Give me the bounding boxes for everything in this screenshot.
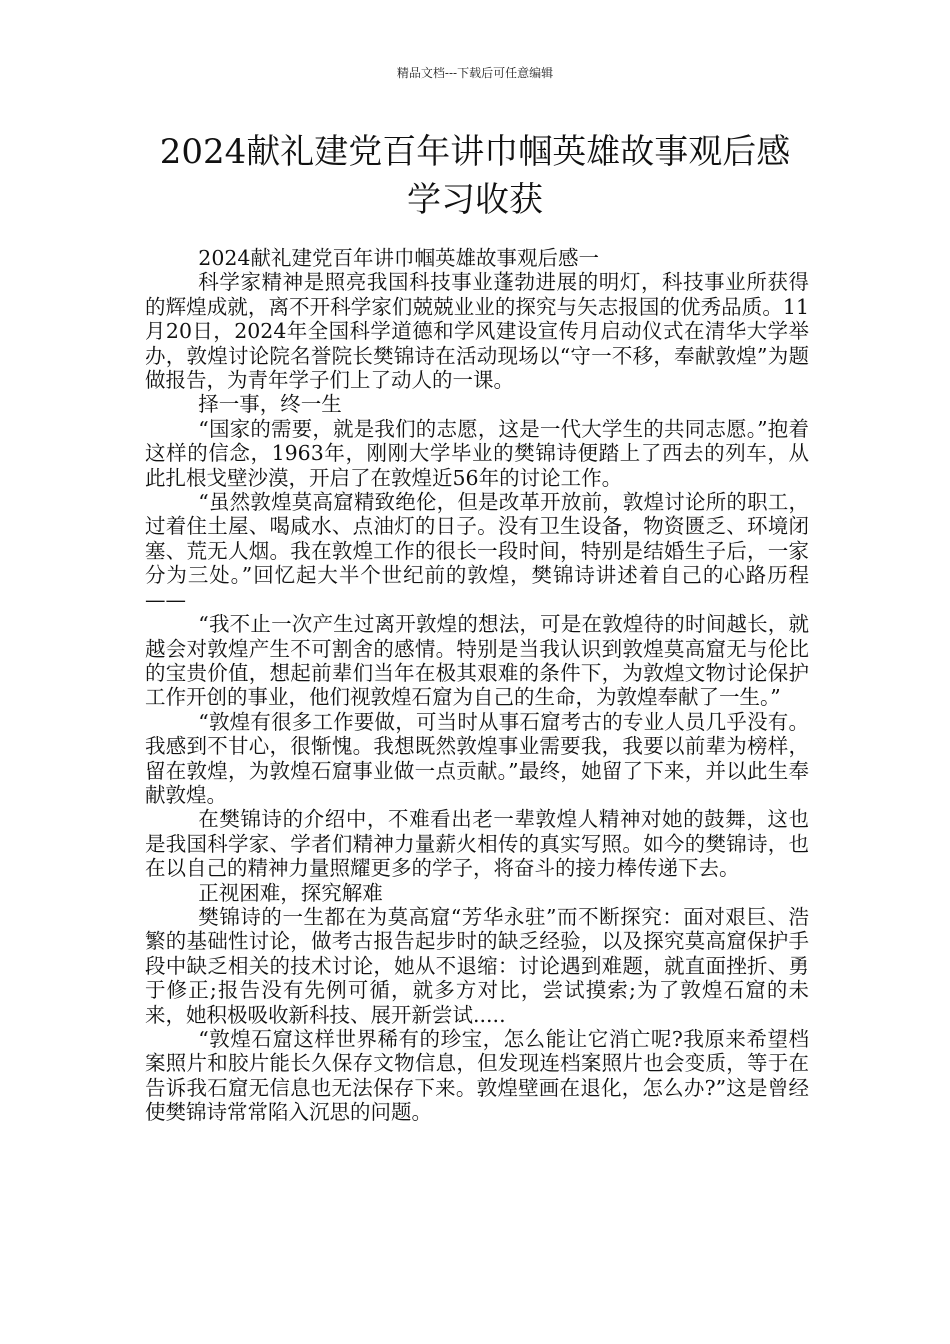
section-heading: 择一事，终一生 [198,392,342,417]
body-paragraph: “我不止一次产生过离开敦煌的想法，可是在敦煌待的时间越长，就越会对敦煌产生不可割舍的感情。特别是当我认识到敦煌莫高窟无与伦比的宝贵价值，想起前辈们当年在极其艰难的条件下，为敦煌文物讨论保护工作开创的事业，他们视敦煌石窟为自己的生命，为敦煌奉献了一生。” [145,612,809,710]
body-paragraph: 在樊锦诗的介绍中，不难看出老一辈敦煌人精神对她的鼓舞，这也是我国科学家、学者们精神力量薪火相传的真实写照。如今的樊锦诗，也在以自己的精神力量照耀更多的学子，将奋斗的接力棒传递下去。 [145,807,809,881]
document-title [120,128,830,224]
title-line-1: 2024献礼建党百年讲巾帼英雄故事观后感 [159,132,791,172]
subtitle-paragraph: 2024献礼建党百年讲巾帼英雄故事观后感一 [198,246,599,270]
title-line-2: 学习收获 [407,180,543,220]
body-paragraph: “国家的需要，就是我们的志愿，这是一代大学生的共同志愿。”抱着这样的信念，1963年，刚刚大学毕业的樊锦诗便踏上了西去的列车，从此扎根戈壁沙漠，开启了在敦煌近56年的讨论工作。 [145,416,809,490]
body-paragraph: “虽然敦煌莫高窟精致绝伦，但是改革开放前，敦煌讨论所的职工，过着住土屋、喝咸水、点油灯的日子。没有卫生设备，物资匮乏、环境闭塞、荒无人烟。我在敦煌工作的很长一段时间，特别是结婚生子后，一家分为三处。”回忆起大半个世纪前的敦煌，樊锦诗讲述着自己的心路历程—— [145,490,809,612]
body-paragraph: 科学家精神是照亮我国科技事业蓬勃进展的明灯，科技事业所获得的辉煌成就，离不开科学家们兢兢业业的探究与矢志报国的优秀品质。11月20日，2024年全国科学道德和学风建设宣传月启动仪式在清华大学举办，敦煌讨论院名誉院长樊锦诗在活动现场以“守一不移，奉献敦煌”为题做报告，为青年学子们上了动人的一课。 [145,270,809,393]
body-paragraph: “敦煌有很多工作要做，可当时从事石窟考古的专业人员几乎没有。我感到不甘心，很惭愧。我想既然敦煌事业需要我，我要以前辈为榜样，留在敦煌，为敦煌石窟事业做一点贡献。”最终，她留了下来，并以此生奉献敦煌。 [145,709,809,807]
page-header: 精品文档---下载后可任意编辑 [396,66,554,80]
body-paragraph: 樊锦诗的一生都在为莫高窟“芳华永驻”而不断探究：面对艰巨、浩繁的基础性讨论，做考古报告起步时的缺乏经验，以及探究莫高窟保护手段中缺乏相关的技术讨论，她从不退缩：讨论遇到难题，就直面挫折、勇于修正;报告没有先例可循，就多方对比，尝试摸索;为了敦煌石窟的未来，她积极吸收新科技、展开新尝试..... [145,904,809,1027]
section-heading: 正视困难，探究解难 [198,880,383,905]
document-body [145,246,809,1125]
body-paragraph: “敦煌石窟这样世界稀有的珍宝，怎么能让它消亡呢?我原来希望档案照片和胶片能长久保存文物信息，但发现连档案照片也会变质，等于在告诉我石窟无信息也无法保存下来。敦煌壁画在退化，怎么办?”这是曾经使樊锦诗常常陷入沉思的问题。 [145,1027,809,1125]
